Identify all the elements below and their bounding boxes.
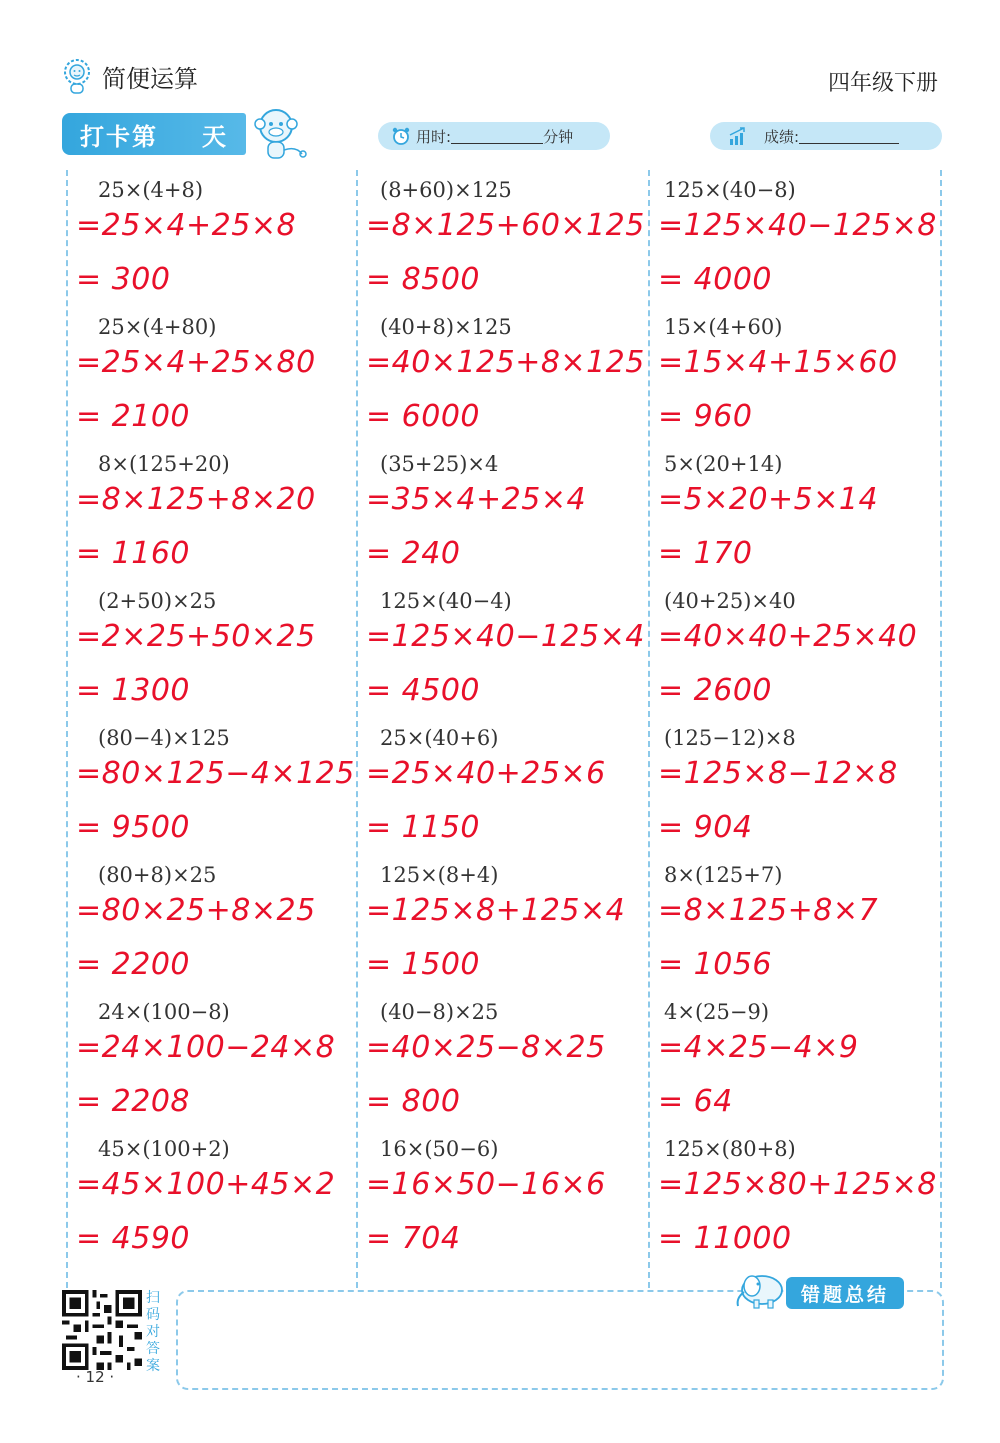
header-left — [60, 58, 198, 94]
problem-expression: 45×(100+2) — [98, 1137, 230, 1161]
answer-step-1: =4×25−4×9 — [658, 1030, 859, 1065]
answer-step-1: =35×4+25×4 — [366, 482, 587, 517]
problem-item — [650, 1129, 938, 1266]
problem-item — [358, 855, 646, 992]
problem-expression: 25×(40+6) — [380, 726, 499, 750]
problem-item — [68, 581, 356, 718]
problem-grid — [68, 170, 940, 1288]
time-pill — [378, 122, 610, 150]
answer-step-2: = 2600 — [658, 673, 773, 708]
checkin-banner — [62, 113, 246, 155]
bar-chart-icon — [728, 125, 750, 147]
answer-step-1: =40×40+25×40 — [658, 619, 918, 654]
answer-step-1: =16×50−16×6 — [366, 1167, 606, 1202]
problem-item — [358, 444, 646, 581]
answer-step-1: =2×25+50×25 — [76, 619, 316, 654]
answer-step-2: = 9500 — [76, 810, 191, 845]
answer-step-1: =8×125+60×125 — [366, 208, 645, 243]
answer-step-2: = 1150 — [366, 810, 481, 845]
problem-item — [358, 992, 646, 1129]
score-input-line[interactable] — [799, 129, 899, 144]
answer-step-1: =125×8+125×4 — [366, 893, 626, 928]
answer-step-1: =8×125+8×20 — [76, 482, 316, 517]
answer-step-2: = 6000 — [366, 399, 481, 434]
problem-item — [650, 718, 938, 855]
problem-item — [650, 307, 938, 444]
answer-step-2: = 1056 — [658, 947, 773, 982]
answer-step-1: =125×80+125×8 — [658, 1167, 937, 1202]
problem-item — [68, 718, 356, 855]
problem-item — [650, 170, 938, 307]
time-label: 用时: — [416, 127, 452, 146]
problem-expression: (2+50)×25 — [98, 589, 217, 613]
answer-step-2: = 960 — [658, 399, 753, 434]
answer-step-2: = 704 — [366, 1221, 461, 1256]
problem-item — [68, 855, 356, 992]
problem-expression: 4×(25−9) — [664, 1000, 770, 1024]
problem-expression: 8×(125+7) — [664, 863, 783, 887]
answer-step-2: = 4000 — [658, 262, 773, 297]
answer-step-1: =25×40+25×6 — [366, 756, 606, 791]
answer-step-2: = 170 — [658, 536, 753, 571]
problem-expression: 125×(8+4) — [380, 863, 499, 887]
answer-step-1: =40×125+8×125 — [366, 345, 645, 380]
answer-step-1: =80×25+8×25 — [76, 893, 316, 928]
answer-step-2: = 1500 — [366, 947, 481, 982]
score-pill — [710, 122, 942, 150]
problem-expression: (80−4)×125 — [98, 726, 230, 750]
page-number: · 12 · — [76, 1368, 115, 1386]
problem-item — [68, 1129, 356, 1266]
answer-step-2: = 300 — [76, 262, 171, 297]
problem-item — [358, 170, 646, 307]
problem-item — [650, 992, 938, 1129]
answer-step-2: = 240 — [366, 536, 461, 571]
answer-step-2: = 8500 — [366, 262, 481, 297]
answer-step-1: =24×100−24×8 — [76, 1030, 336, 1065]
problem-item — [358, 1129, 646, 1266]
answer-step-2: = 2100 — [76, 399, 191, 434]
lion-mascot-icon — [60, 58, 94, 94]
answer-step-1: =125×40−125×4 — [366, 619, 645, 654]
problem-expression: 5×(20+14) — [664, 452, 783, 476]
problem-item — [650, 581, 938, 718]
time-unit: 分钟 — [543, 127, 574, 146]
problem-item — [68, 992, 356, 1129]
problem-expression: 24×(100−8) — [98, 1000, 230, 1024]
answer-step-1: =5×20+5×14 — [658, 482, 879, 517]
problem-expression: 125×(40−8) — [664, 178, 796, 202]
problem-item — [68, 307, 356, 444]
problem-item — [358, 307, 646, 444]
answer-step-2: = 11000 — [658, 1221, 792, 1256]
problem-expression: 15×(4+60) — [664, 315, 783, 339]
checkin-day: 天 — [202, 122, 226, 151]
problem-expression: 8×(125+20) — [98, 452, 230, 476]
answer-step-1: =45×100+45×2 — [76, 1167, 336, 1202]
answer-step-2: = 1300 — [76, 673, 191, 708]
answer-step-2: = 4500 — [366, 673, 481, 708]
monkey-mascot-icon — [248, 104, 310, 164]
problem-item — [358, 581, 646, 718]
problem-expression: 125×(40−4) — [380, 589, 512, 613]
problem-item — [358, 718, 646, 855]
answer-step-2: = 64 — [658, 1084, 733, 1119]
problem-expression: (40+8)×125 — [380, 315, 512, 339]
answer-step-1: =8×125+8×7 — [658, 893, 879, 928]
answer-step-1: =15×4+15×60 — [658, 345, 898, 380]
answer-step-2: = 1160 — [76, 536, 191, 571]
answer-step-1: =25×4+25×8 — [76, 208, 297, 243]
answer-step-2: = 904 — [658, 810, 753, 845]
answer-step-2: = 4590 — [76, 1221, 191, 1256]
problem-expression: (35+25)×4 — [380, 452, 499, 476]
answer-step-1: =40×25−8×25 — [366, 1030, 606, 1065]
problem-expression: (125−12)×8 — [664, 726, 796, 750]
problem-expression: 16×(50−6) — [380, 1137, 499, 1161]
checkin-label: 打卡第 — [80, 122, 158, 151]
score-label: 成绩: — [764, 127, 800, 146]
problem-item — [650, 444, 938, 581]
problem-expression: 125×(80+8) — [664, 1137, 796, 1161]
mistake-summary-tag: 错题总结 — [786, 1277, 904, 1309]
problem-expression: 25×(4+8) — [98, 178, 204, 202]
answer-step-2: = 2208 — [76, 1084, 191, 1119]
qr-caption: 扫码对答案 — [146, 1290, 160, 1374]
answer-step-1: =125×8−12×8 — [658, 756, 898, 791]
problem-expression: (80+8)×25 — [98, 863, 217, 887]
problem-item — [68, 444, 356, 581]
problem-item — [650, 855, 938, 992]
answer-step-1: =25×4+25×80 — [76, 345, 316, 380]
answer-step-2: = 800 — [366, 1084, 461, 1119]
time-input-line[interactable] — [451, 129, 543, 144]
problem-item — [68, 170, 356, 307]
qr-code-icon[interactable] — [62, 1290, 142, 1370]
problem-expression: 25×(4+80) — [98, 315, 217, 339]
problem-expression: (40−8)×25 — [380, 1000, 499, 1024]
frame-right-border — [940, 170, 942, 1288]
problem-expression: (8+60)×125 — [380, 178, 512, 202]
elephant-mascot-icon — [730, 1270, 788, 1310]
answer-step-1: =80×125−4×125 — [76, 756, 355, 791]
grade-label: 四年级下册 — [827, 71, 938, 96]
problem-expression: (40+25)×40 — [664, 589, 796, 613]
alarm-clock-icon — [390, 125, 412, 147]
answer-step-2: = 2200 — [76, 947, 191, 982]
answer-step-1: =125×40−125×8 — [658, 208, 937, 243]
page-title: 简便运算 — [102, 64, 198, 93]
